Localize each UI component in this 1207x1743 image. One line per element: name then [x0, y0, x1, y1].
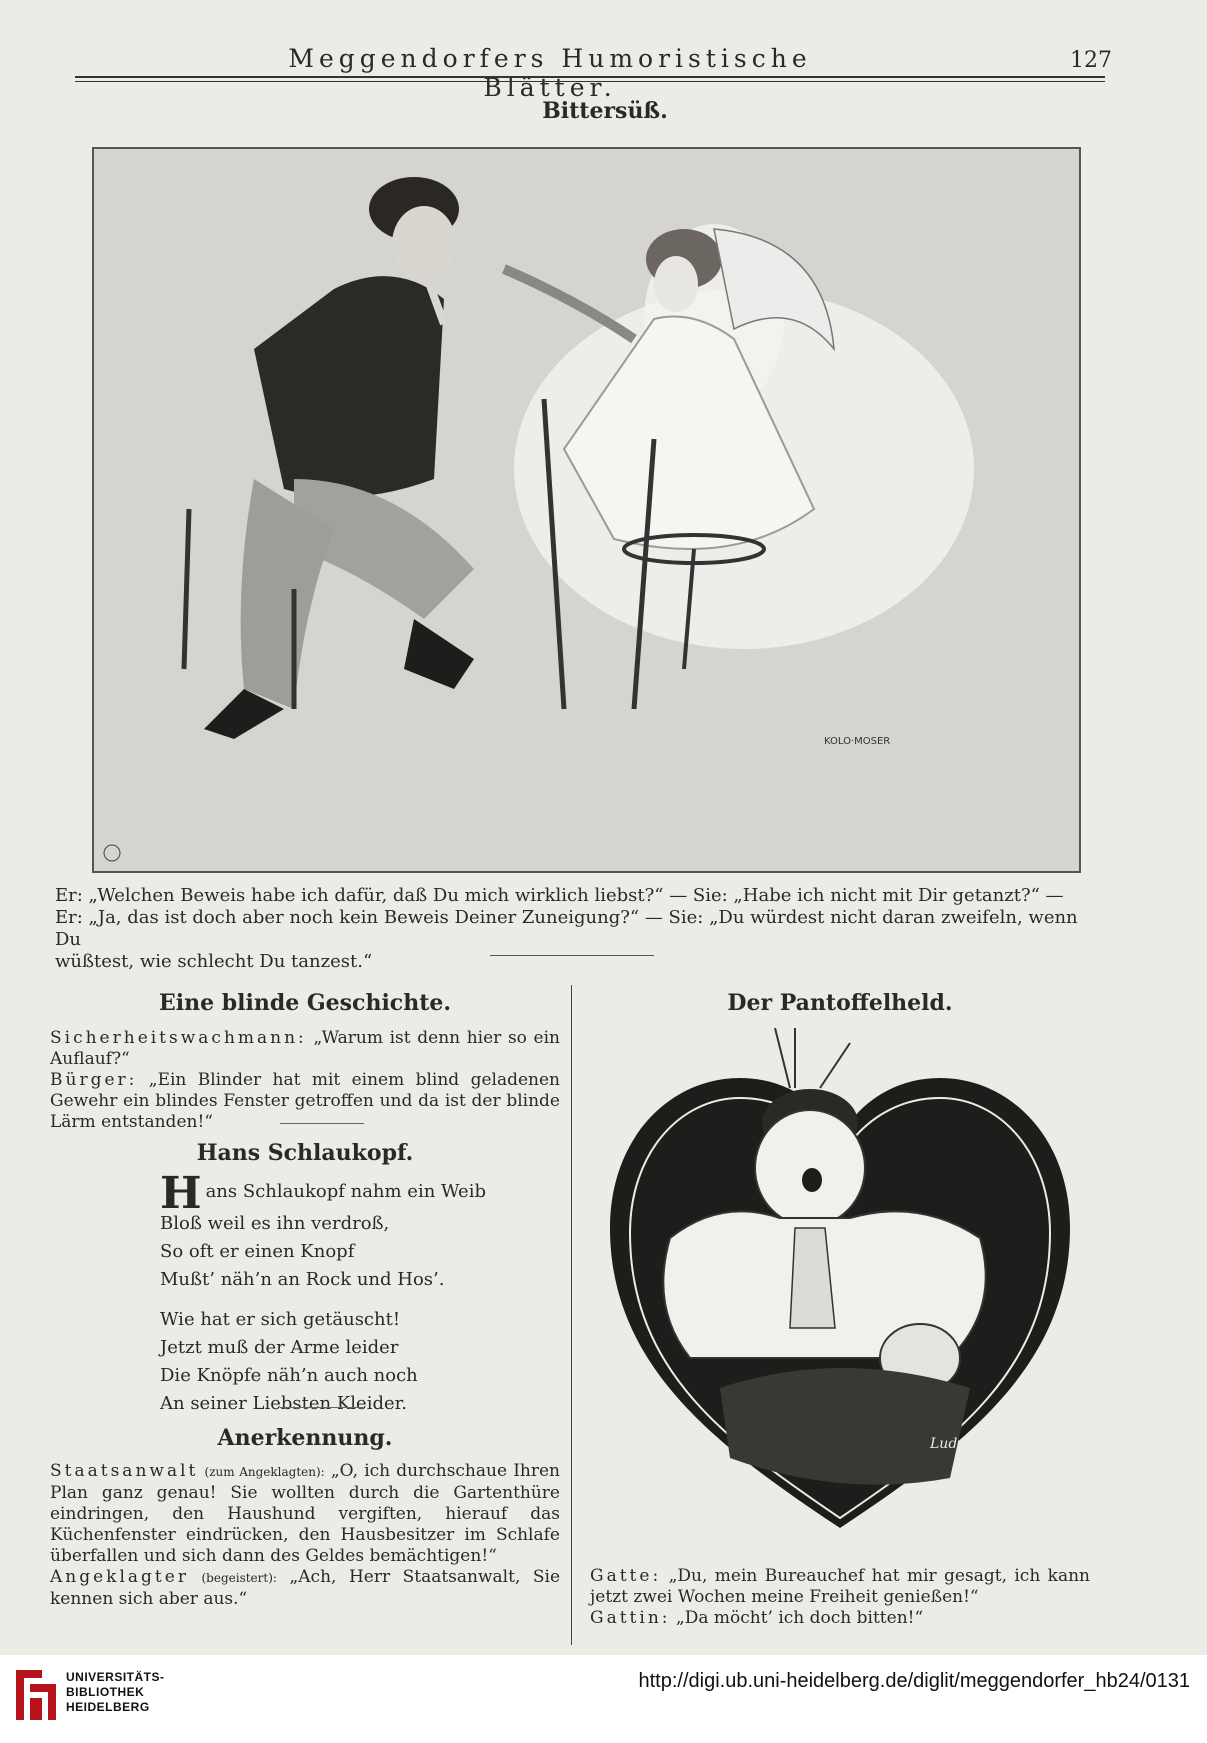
poem-line: ans Schlaukopf nahm ein Weib [205, 1181, 486, 1202]
journal-title: Meggendorfers Humoristische Blätter. [288, 44, 812, 102]
section-pantoffelheld [590, 990, 1090, 1629]
section-divider [280, 1407, 364, 1408]
dialogue-line [50, 1461, 560, 1567]
section-title: Der Pantoffelheld. [727, 990, 953, 1016]
caption-line: Er: „Ja, das ist doch aber noch kein Beweis Deiner Zuneigung?“ — Sie: „Du würdest nicht daran zweifeln, wenn Du [55, 907, 1078, 950]
illustration-heart-couple [600, 1028, 1080, 1558]
page-number: 127 [1070, 48, 1112, 73]
speaker: Staatsanwalt [50, 1461, 199, 1481]
caption-line: Er: „Welchen Beweis habe ich dafür, daß Du mich wirklich liebst?“ — Sie: „Habe ich nicht mit Dir getanzt?“ — [55, 885, 1064, 906]
library-name [66, 1670, 165, 1715]
viewer-footer [0, 1655, 1207, 1743]
section-divider [280, 1123, 364, 1124]
caption-line: wüßtest, wie schlecht Du tanzest.“ [55, 951, 373, 972]
dialogue-line [590, 1608, 1090, 1629]
library-logo-icon [12, 1666, 60, 1724]
library-name-line: HEIDELBERG [66, 1700, 150, 1714]
section-hans-schlaukopf [50, 1140, 560, 1418]
drop-cap: H [160, 1168, 202, 1219]
poem-stanza [160, 1306, 560, 1418]
illustrator-signature: Ludwig Kurth [930, 1436, 1028, 1452]
dialogue-line [50, 1028, 560, 1070]
header-rule [75, 76, 1105, 78]
column-divider [571, 985, 572, 1645]
poem-line: Die Knöpfe näh’n auch noch [160, 1365, 418, 1386]
dialogue-line [50, 1567, 560, 1610]
poem [160, 1168, 560, 1418]
poem-line: Bloß weil es ihn verdroß, [160, 1213, 390, 1234]
speaker: Sicherheitswachmann: [50, 1028, 307, 1048]
poem-line: Jetzt muß der Arme leider [160, 1337, 399, 1358]
section-title: Anerkennung. [217, 1425, 393, 1451]
speech: „Du, mein Bureauchef hat mir gesagt, ich kann jetzt zwei Wochen meine Freiheit genießen!“ [590, 1566, 1091, 1607]
speaker: Bürger: [50, 1070, 138, 1090]
speech: „Warum ist denn hier so ein Auflauf?“ [50, 1028, 561, 1069]
dialogue-line [590, 1566, 1090, 1608]
section-title: Hans Schlaukopf. [196, 1140, 414, 1166]
poem-line: Wie hat er sich getäuscht! [160, 1309, 401, 1330]
section-title: Eine blinde Geschichte. [158, 990, 452, 1016]
section-blinde-geschichte [50, 990, 560, 1133]
speech: „Ach, Herr Staatsanwalt, Sie kennen sich aber aus.“ [50, 1567, 561, 1609]
speech: „O, ich durchschaue Ihren Plan ganz genau! Sie wollten durch die Gartenthüre eindringen, den Haushund vergiften, hierauf das Küchenfenster eindrücken, den Hausbesitzer im Schlafe überfallen und sich dann des Geldes bemächtigen!“ [50, 1461, 560, 1566]
stage-direction: (begeistert): [201, 1571, 277, 1585]
stage-direction: (zum Angeklagten): [204, 1465, 325, 1479]
speaker: Angeklagter [50, 1567, 189, 1587]
speaker: Gatte: [590, 1566, 662, 1586]
cartoon-caption [55, 885, 1095, 973]
speech: „Ein Blinder hat mit einem blind geladenen Gewehr ein blindes Fenster getroffen und da ist der blinde Lärm entstanden!“ [50, 1070, 560, 1132]
speaker: Gattin: [590, 1608, 671, 1628]
header-rule-thin [75, 81, 1105, 82]
cartoon-title: Bittersüß. [542, 98, 668, 124]
illustration-drawing [94, 149, 1079, 871]
section-divider [490, 955, 654, 956]
section-anerkennung [50, 1425, 560, 1610]
poem-stanza [160, 1168, 560, 1294]
poem-line: So oft er einen Knopf [160, 1241, 355, 1262]
illustrator-signature: KOLO·MOSER [824, 736, 891, 747]
library-name-line: UNIVERSITÄTS- [66, 1670, 165, 1684]
poem-line: Mußt’ näh’n an Rock und Hos’. [160, 1269, 445, 1290]
illustration-couple-cigarette [92, 147, 1081, 873]
speech: „Da möcht’ ich doch bitten!“ [675, 1608, 924, 1628]
poem-line: An seiner Liebsten Kleider. [160, 1393, 407, 1414]
library-name-line: BIBLIOTHEK [66, 1685, 145, 1699]
permalink-url[interactable]: http://digi.ub.uni-heidelberg.de/diglit/meggendorfer_hb24/0131 [638, 1670, 1190, 1692]
heart-illustration [600, 1028, 1080, 1558]
